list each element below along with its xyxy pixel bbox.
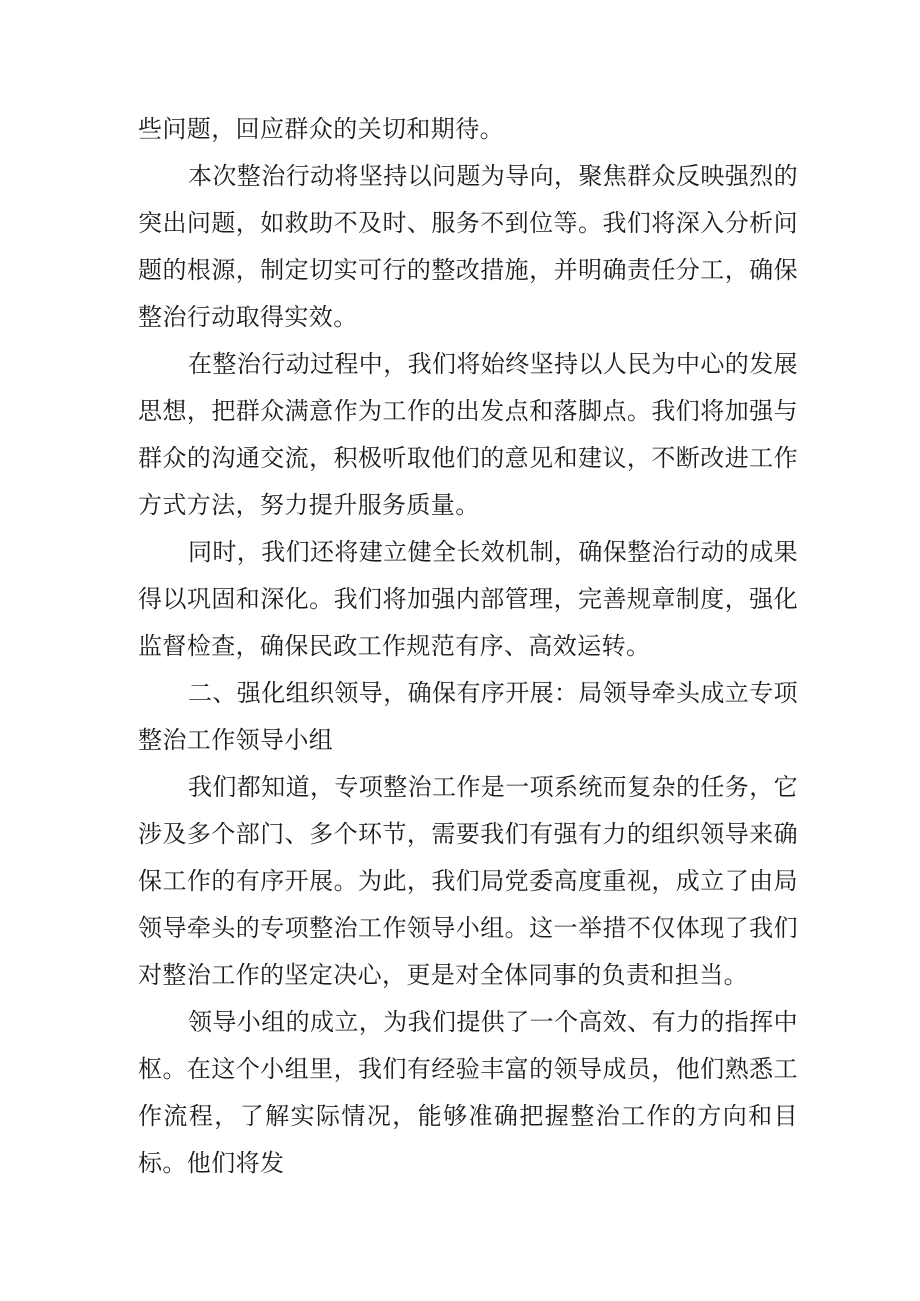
section-heading-2: 二、强化组织领导，确保有序开展：局领导牵头成立专项整治工作领导小组	[138, 679, 798, 754]
document-body	[138, 106, 798, 1187]
paragraph-2: 本次整治行动将坚持以问题为导向，聚焦群众反映强烈的突出问题，如救助不及时、服务不到位等。我们将深入分析问题的根源，制定切实可行的整改措施，并明确责任分工，确保整治行动取得实效。	[138, 162, 798, 331]
paragraph-4: 同时，我们还将建立健全长效机制，确保整治行动的成果得以巩固和深化。我们将加强内部管理，完善规章制度，强化监督检查，确保民政工作规范有序、高效运转。	[138, 538, 798, 660]
paragraph-1: 些问题，回应群众的关切和期待。	[138, 115, 504, 143]
paragraph-5: 我们都知道，专项整治工作是一项系统而复杂的任务，它涉及多个部门、多个环节，需要我们有强有力的组织领导来确保工作的有序开展。为此，我们局党委高度重视，成立了由局领导牵头的专项整治工作领导小组。这一举措不仅体现了我们对整治工作的坚定决心，更是对全体同事的负责和担当。	[138, 773, 798, 989]
paragraph-6: 领导小组的成立，为我们提供了一个高效、有力的指挥中枢。在这个小组里，我们有经验丰富的领导成员，他们熟悉工作流程，了解实际情况，能够准确把握整治工作的方向和目标。他们将发	[138, 1008, 798, 1177]
paragraph-3: 在整治行动过程中，我们将始终坚持以人民为中心的发展思想，把群众满意作为工作的出发点和落脚点。我们将加强与群众的沟通交流，积极听取他们的意见和建议，不断改进工作方式方法，努力提升服务质量。	[138, 350, 798, 519]
